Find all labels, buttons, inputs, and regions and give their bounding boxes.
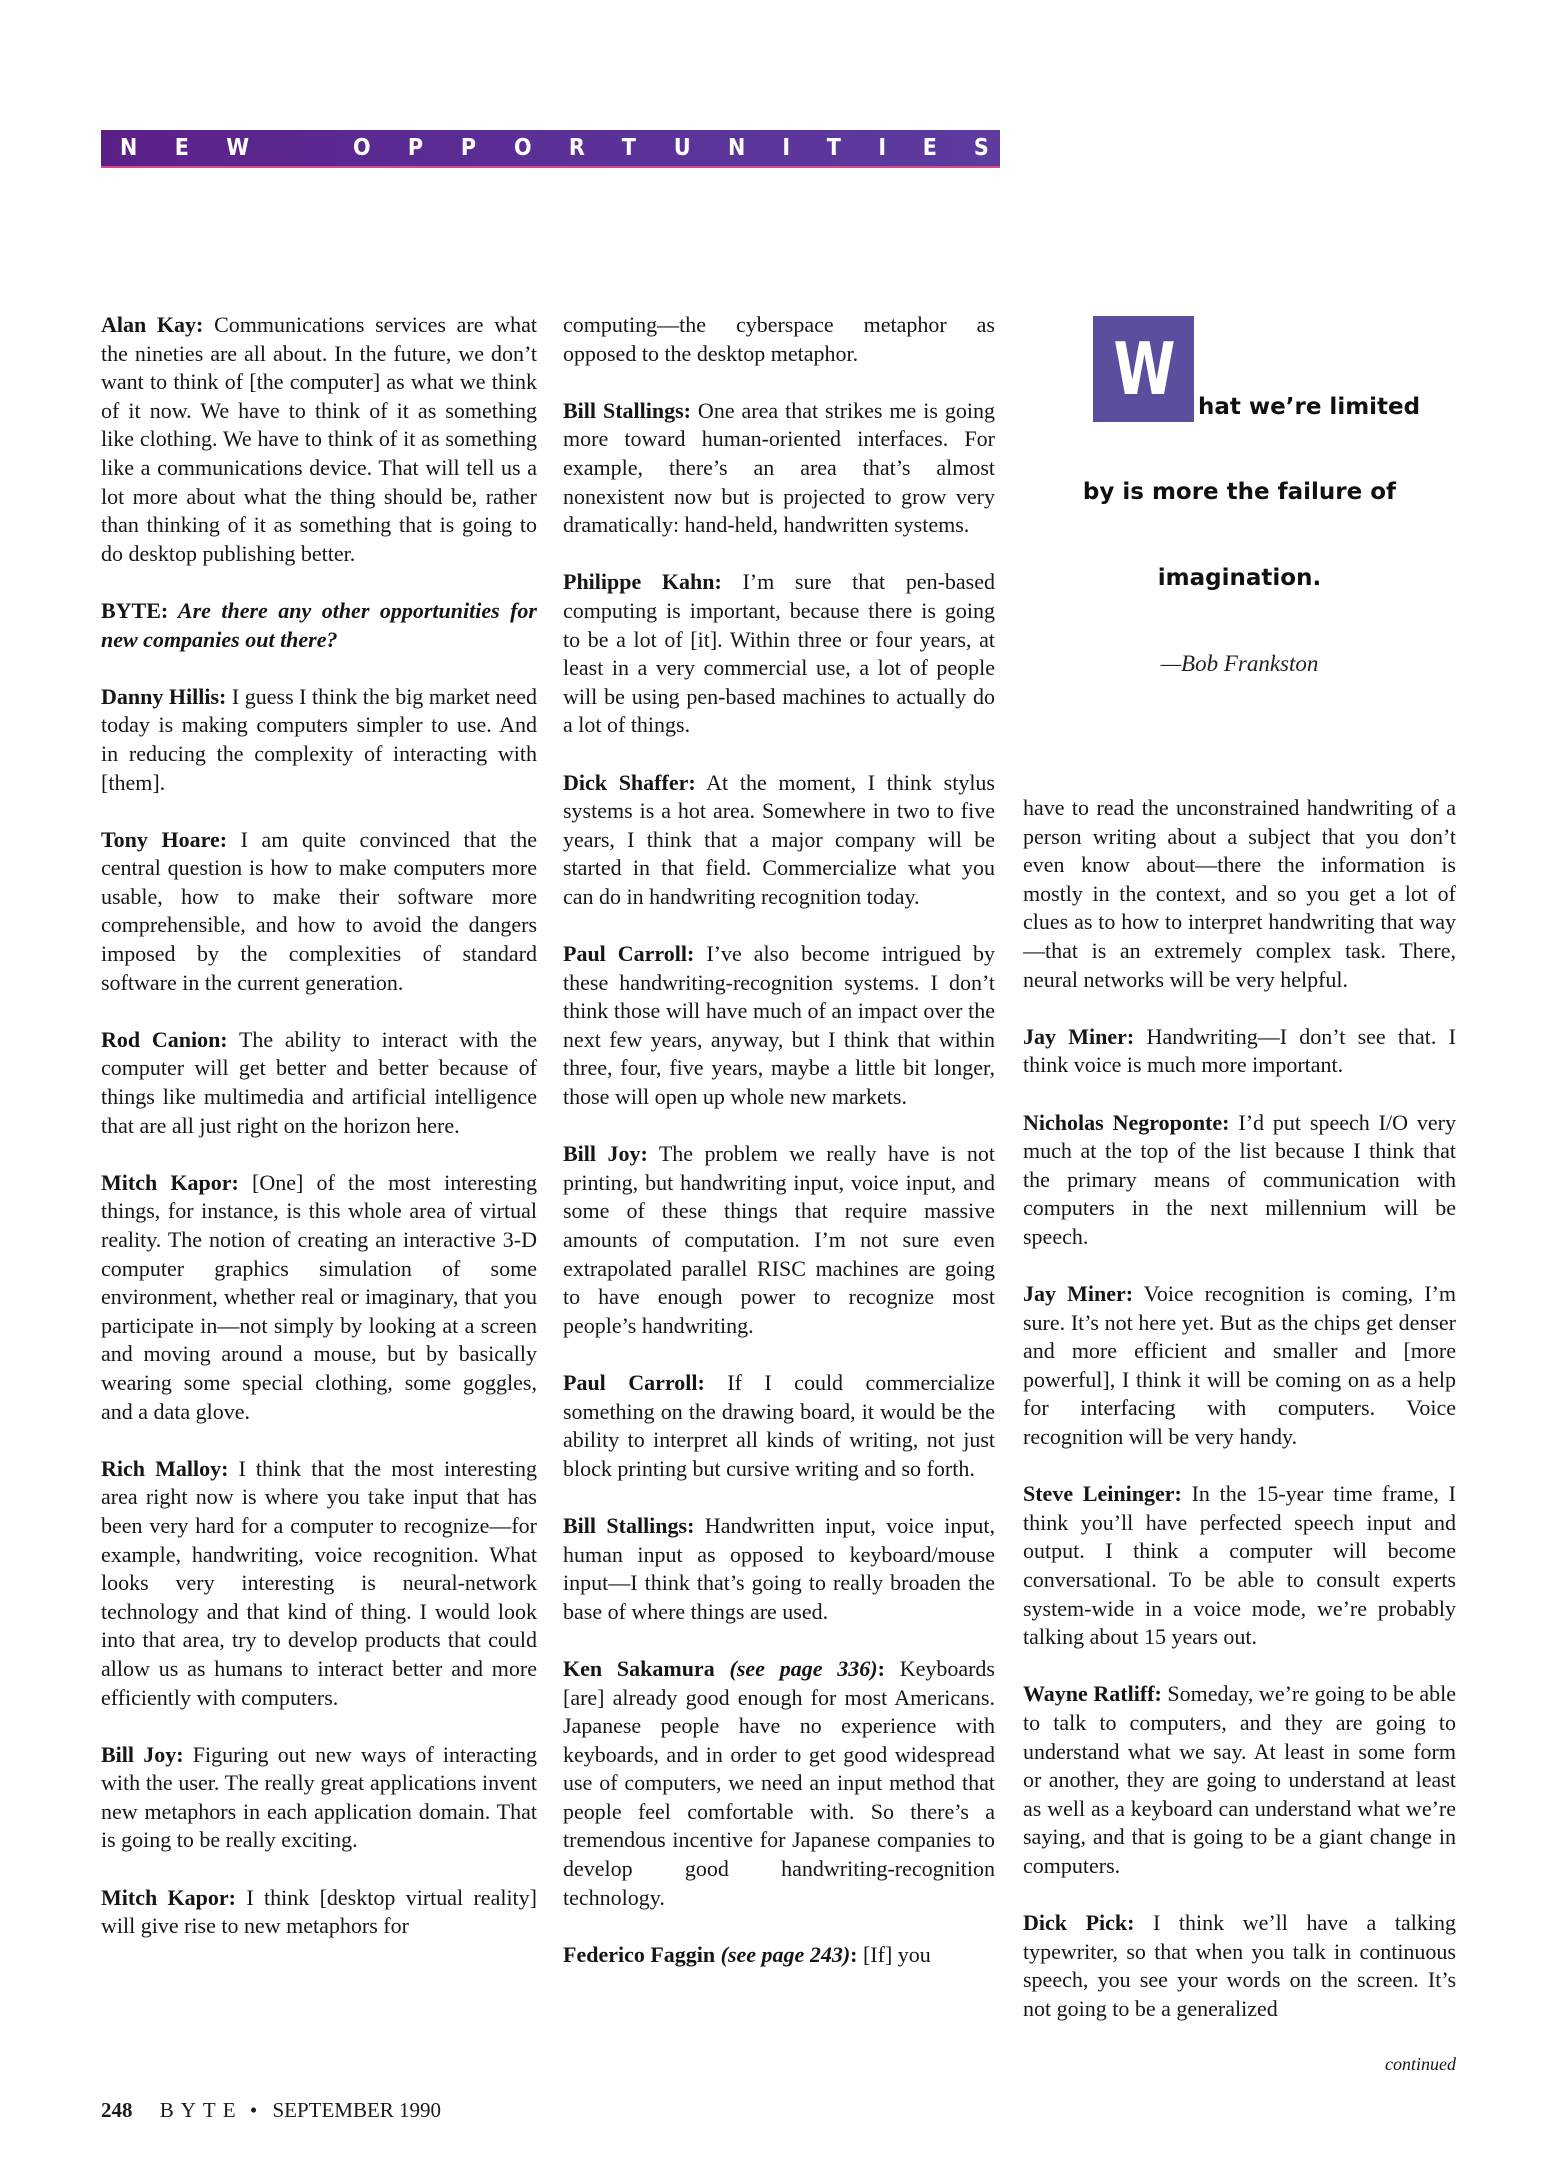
banner-letter: E bbox=[922, 134, 937, 161]
speaker-name: Dick Shaffer: bbox=[563, 769, 696, 795]
speaker-name: Bill Stallings: bbox=[563, 397, 691, 423]
continued-label: continued bbox=[1385, 2054, 1456, 2075]
paragraph-text: computing—the cyberspace metaphor as opposed to the desktop metaphor. bbox=[563, 312, 995, 366]
interview-paragraph bbox=[1023, 1280, 1456, 1452]
pull-quote-line-1: hat we’re limited bbox=[1198, 394, 1421, 420]
page-footer bbox=[101, 2098, 441, 2123]
interview-paragraph bbox=[563, 568, 995, 740]
speaker-name: Tony Hoare: bbox=[101, 826, 228, 852]
speaker-colon: : bbox=[877, 1655, 885, 1681]
interview-paragraph bbox=[101, 1455, 537, 1712]
paragraph-text: I am quite convinced that the central question is how to make computers more usable, how to make their software more comprehensible, and how to avoid the dangers imposed by the complexities of standard software in the current generation. bbox=[101, 826, 537, 995]
interview-paragraph bbox=[101, 1884, 537, 1941]
interview-paragraph bbox=[101, 826, 537, 998]
banner-letter: U bbox=[673, 134, 691, 161]
paragraph-text: [If] you bbox=[857, 1941, 931, 1967]
banner-letter: T bbox=[827, 134, 842, 161]
drop-cap-letter: W bbox=[1113, 327, 1174, 411]
speaker-name: Rich Malloy: bbox=[101, 1455, 229, 1481]
interview-paragraph bbox=[563, 1369, 995, 1483]
paragraph-text: Handwritten input, voice input, human input as opposed to keyboard/mouse input—I think that’s going to really broaden the base of where things are used. bbox=[563, 1512, 995, 1624]
speaker-colon: : bbox=[850, 1941, 858, 1967]
paragraph-text: Communications services are what the nineties are all about. In the future, we don’t want to think of [the computer] as what we think of it now. We have to think of it as something like clothing. We have to think of it as something like a communications device. That will tell us a lot more about what the thing should be, rather than thinking of it as something that is going to do desktop publishing better. bbox=[101, 312, 537, 566]
speaker-name: Philippe Kahn: bbox=[563, 569, 722, 595]
interview-paragraph bbox=[1023, 1680, 1456, 1880]
interview-paragraph bbox=[101, 683, 537, 797]
page-number: 248 bbox=[101, 2098, 133, 2122]
interview-paragraph bbox=[101, 1026, 537, 1140]
section-banner bbox=[101, 130, 1000, 168]
banner-letter: I bbox=[782, 134, 791, 161]
interview-question: Are there any other opportunities for new companies out there? bbox=[101, 597, 537, 652]
interview-paragraph bbox=[101, 1741, 537, 1855]
interview-paragraph bbox=[563, 311, 995, 368]
speaker-name: Steve Leininger: bbox=[1023, 1481, 1182, 1507]
speaker-name: Wayne Ratliff: bbox=[1023, 1681, 1162, 1707]
article-column-3 bbox=[1023, 794, 1456, 2076]
interview-paragraph bbox=[1023, 1023, 1456, 1080]
banner-letter: R bbox=[568, 134, 585, 161]
paragraph-text: At the moment, I think stylus systems is a hot area. Somewhere in two to five years, I think that a major company will be started in that field. Commercialize what you can do in handwriting recognition today. bbox=[563, 769, 995, 909]
speaker-name: Paul Carroll: bbox=[563, 941, 695, 967]
paragraph-text: Someday, we’re going to be able to talk to computers, and they are going to understand what we say. At least in some form or another, they are going to understand at least as well as a keyboard can understand what we’re saying, and that is going to be a giant change in computers. bbox=[1023, 1681, 1456, 1878]
interview-paragraph bbox=[1023, 1109, 1456, 1252]
paragraph-text: [One] of the most interesting things, for instance, is this whole area of virtual reality. The notion of creating an interactive 3-D computer graphics simulation of some environment, whether real or imaginary, that you participate in—not simply by looking at a screen and moving around a mouse, but by basically wearing some special clothing, some goggles, and a data glove. bbox=[101, 1169, 537, 1424]
banner-letter: I bbox=[878, 134, 886, 161]
speaker-name: Jay Miner: bbox=[1023, 1023, 1135, 1049]
paragraph-text: Voice recognition is coming, I’m sure. It’s not here yet. But as the chips get denser and more efficient and smaller and [more powerful], I think it will be coming on as a help for interfacing with computers. Voice recognition will be very handy. bbox=[1023, 1281, 1457, 1450]
pull-quote-line-3: imagination. bbox=[1157, 565, 1322, 591]
speaker-name: Alan Kay: bbox=[101, 312, 204, 337]
paragraph-text: I’m sure that pen-based computing is important, because there is going to be a lot of [it]. Within three or four years, at least in a very commercial use, a lot of people will be using pen-based machines to actually do a lot of things. bbox=[563, 569, 996, 738]
paragraph-text: Handwriting—I don’t see that. I think voice is much more important. bbox=[1023, 1023, 1456, 1078]
pull-quote bbox=[1023, 314, 1456, 694]
speaker-name: Bill Joy: bbox=[101, 1741, 184, 1767]
paragraph-text: I guess I think the big market need today is making computers simpler to use. And in reducing the complexity of interacting with [them]. bbox=[101, 683, 537, 795]
interview-paragraph bbox=[1023, 1909, 1456, 2023]
speaker-name: Mitch Kapor: bbox=[101, 1169, 239, 1195]
interview-paragraph bbox=[563, 940, 995, 1112]
speaker-name: Bill Stallings: bbox=[563, 1512, 695, 1538]
interview-paragraph bbox=[101, 311, 537, 568]
banner-letter: N bbox=[727, 134, 746, 161]
speaker-name: Jay Miner: bbox=[1023, 1281, 1134, 1307]
page-reference: (see page 243) bbox=[715, 1941, 851, 1967]
banner-letter: W bbox=[226, 134, 250, 161]
issue-date: SEPTEMBER 1990 bbox=[272, 2098, 442, 2122]
speaker-name: Dick Pick: bbox=[1023, 1910, 1135, 1936]
banner-letter: S bbox=[974, 134, 990, 161]
magazine-name: BYTE bbox=[159, 2098, 243, 2122]
paragraph-text: The problem we really have is not printing, but handwriting input, voice input, and some of these things that require massive amounts of computation. I’m not sure even extrapolated parallel RISC machines are going to have enough power to recognize most people’s handwriting. bbox=[563, 1141, 995, 1338]
interview-paragraph bbox=[101, 597, 537, 654]
interview-paragraph bbox=[563, 1140, 995, 1340]
interview-paragraph bbox=[563, 1655, 995, 1912]
paragraph-text: I think that the most interesting area right now is where you take input that has been very hard for a computer to recognize—for example, handwriting, voice recognition. What looks very interesting is neural-network technology and that kind of thing. I would look into that area, try to develop products that could allow us as humans to interact better and more efficiently with computers. bbox=[101, 1455, 537, 1710]
interview-paragraph bbox=[1023, 794, 1456, 994]
speaker-name: Rod Canion: bbox=[101, 1026, 228, 1052]
banner-letter: E bbox=[174, 134, 189, 161]
speaker-name: Nicholas Negroponte: bbox=[1023, 1109, 1230, 1135]
paragraph-text: I’ve also become intrigued by these handwriting-recognition systems. I don’t think those will have much of an impact over the next few years, anyway, but I think that within three, four, five years, maybe a little bit longer, those will open up whole new markets. bbox=[563, 941, 995, 1110]
page-reference: (see page 336) bbox=[714, 1655, 878, 1681]
paragraph-text: One area that strikes me is going more toward human-oriented interfaces. For example, there’s an area that’s almost nonexistent now but is projected to grow very dramatically: hand-held, handwritten systems. bbox=[563, 397, 995, 538]
interview-paragraph bbox=[1023, 1480, 1456, 1652]
speaker-name: Federico Faggin bbox=[563, 1941, 716, 1967]
speaker-name: Ken Sakamura bbox=[563, 1655, 715, 1681]
footer-separator: • bbox=[249, 2098, 258, 2122]
interview-paragraph bbox=[563, 1512, 995, 1626]
paragraph-text: The ability to interact with the computer will get better and better because of things like multimedia and artificial intelligence that are all just right on the horizon here. bbox=[101, 1026, 538, 1138]
drop-cap bbox=[1093, 316, 1194, 422]
banner-letter: T bbox=[622, 134, 637, 161]
article-column-2 bbox=[563, 311, 995, 1969]
interview-paragraph bbox=[101, 1169, 537, 1426]
interview-paragraph bbox=[563, 1941, 995, 1970]
paragraph-text: Figuring out new ways of interacting with the user. The really great applications invent new metaphors in each application domain. That is going to be really exciting. bbox=[101, 1741, 537, 1853]
speaker-name: BYTE: bbox=[101, 597, 169, 623]
banner-letter: O bbox=[513, 134, 532, 161]
pull-quote-line-2: by is more the failure of bbox=[1082, 479, 1397, 505]
paragraph-text: I’d put speech I/O very much at the top of the list because I think that the primary means of communication with computers in the next millennium will be speech. bbox=[1023, 1109, 1456, 1249]
pull-quote-attribution: —Bob Frankston bbox=[1160, 651, 1319, 676]
speaker-name: Mitch Kapor: bbox=[101, 1884, 236, 1910]
speaker-name: Bill Joy: bbox=[563, 1141, 648, 1167]
paragraph-text: I think we’ll have a talking typewriter, so that when you talk in continuous speech, you see your words on the screen. It’s not going to be a generalized bbox=[1023, 1910, 1456, 2021]
banner-letter: N bbox=[119, 134, 138, 161]
interview-paragraph bbox=[563, 397, 995, 540]
interview-paragraph bbox=[563, 769, 995, 912]
article-column-1 bbox=[101, 311, 537, 1941]
paragraph-text: have to read the unconstrained handwriting of a person writing about a subject that you don’t even know about—there the information is mostly in the context, and so you get a lot of clues as to how to interpret handwriting that way—that is an extremely complex task. There, neural networks will be very helpful. bbox=[1023, 795, 1456, 992]
speaker-name: Paul Carroll: bbox=[563, 1369, 705, 1395]
speaker-name: Danny Hillis: bbox=[101, 683, 227, 709]
paragraph-text: If I could commercialize something on the drawing board, it would be the ability to interpret all kinds of writing, not just block printing but cursive writing and so forth. bbox=[563, 1369, 995, 1481]
paragraph-text: Keyboards [are] already good enough for most Americans. Japanese people have no experience with keyboards, and in order to get good widespread use of computers, we need an input method that people feel comfortable with. So there’s a tremendous incentive for Japanese companies to develop good handwriting-recognition technology. bbox=[563, 1655, 995, 1910]
banner-letter: P bbox=[408, 134, 424, 161]
banner-letter: P bbox=[460, 134, 477, 161]
banner-letter: O bbox=[353, 134, 371, 161]
paragraph-text: In the 15-year time frame, I think you’ll have perfected speech input and output. I think a computer will become conversational. To be able to consult experts system-wide in a voice mode, we’re probably talking about 15 years out. bbox=[1023, 1481, 1456, 1650]
paragraph-text: I think [desktop virtual reality] will give rise to new metaphors for bbox=[101, 1884, 537, 1939]
